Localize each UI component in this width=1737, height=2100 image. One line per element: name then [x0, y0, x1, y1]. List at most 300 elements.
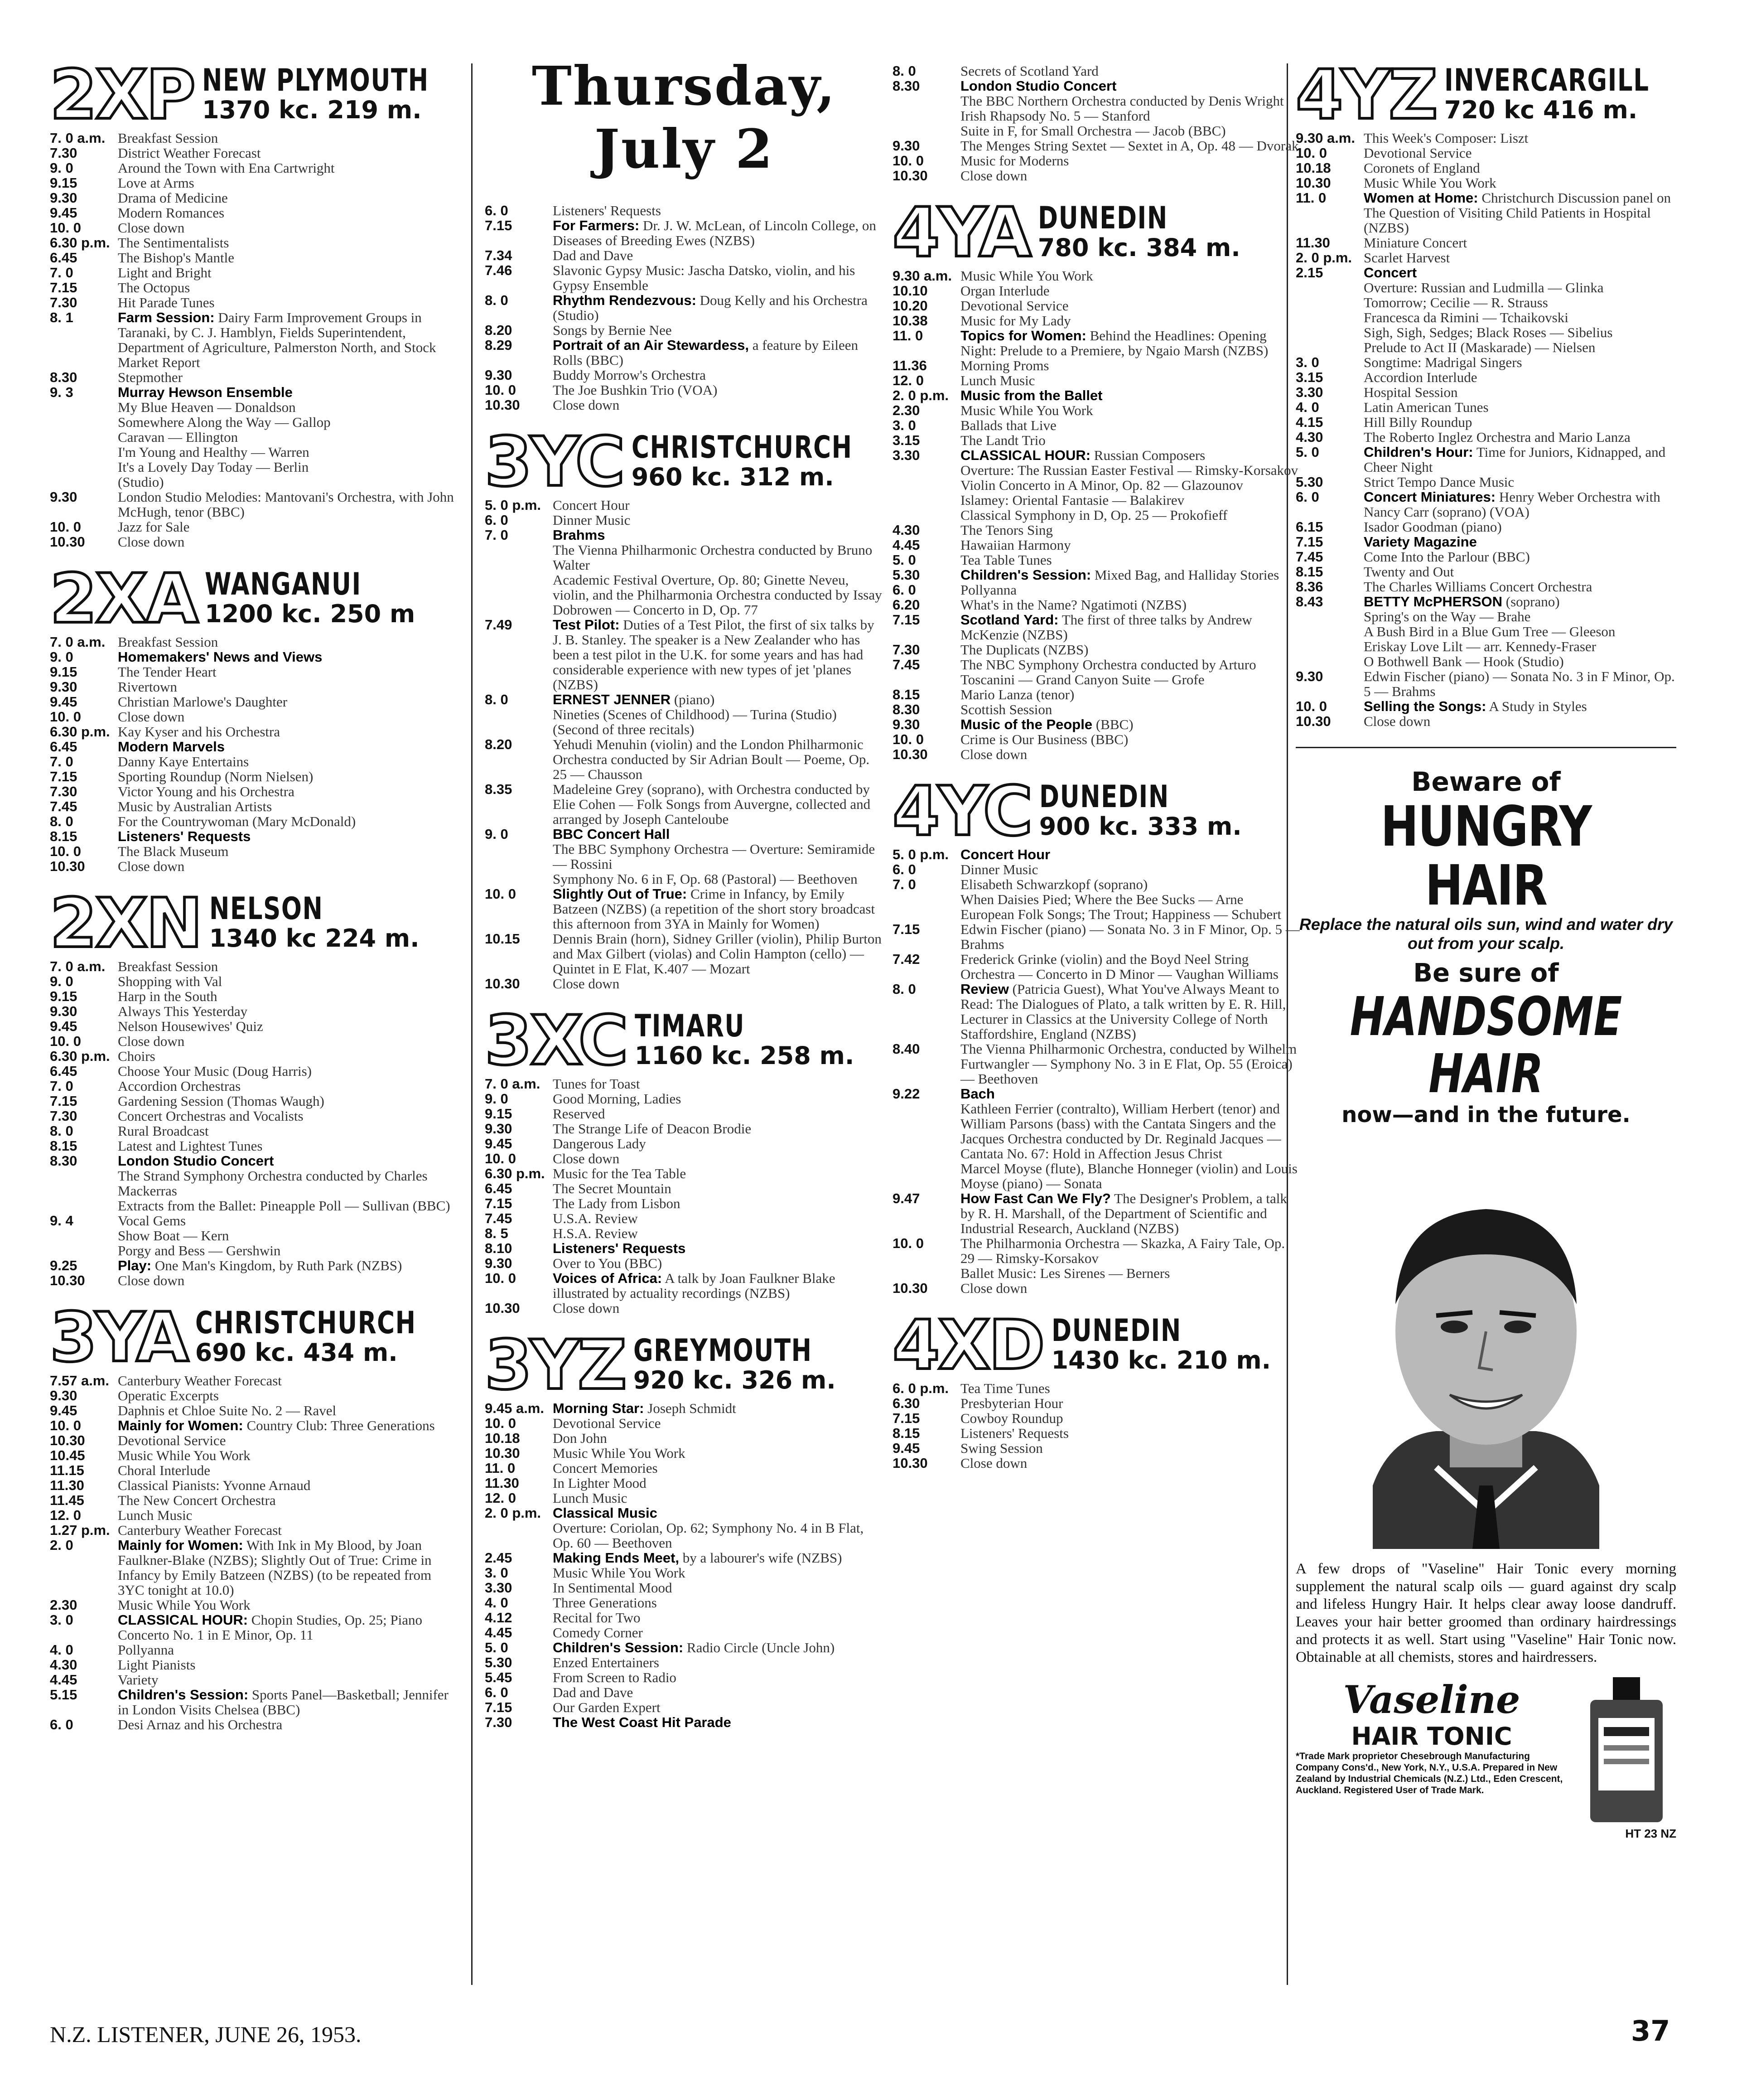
programme-text	[553, 1151, 883, 1166]
programme-time: 5.15	[50, 1687, 77, 1703]
programme-time: 10. 0	[50, 220, 81, 236]
programme-time: 9.30	[50, 679, 77, 695]
programme-time: 9. 0	[50, 973, 73, 989]
programme-time: 10. 0	[485, 382, 516, 398]
programme-time: 7.46	[485, 262, 512, 278]
station-name: DUNEDIN	[1039, 779, 1169, 815]
programme-time	[1296, 325, 1364, 340]
programme-description: My Blue Heaven — Donaldson	[118, 399, 296, 415]
programme-time: 10. 0	[485, 1415, 516, 1431]
programme-description: The Black Museum	[118, 843, 229, 859]
station-block	[50, 884, 458, 1288]
station-block	[893, 194, 1300, 762]
programme-text	[118, 1463, 458, 1478]
programme-title: Voices of Africa:	[553, 1270, 662, 1286]
programme-description: Sporting Roundup (Norm Nielsen)	[118, 769, 314, 784]
programme-time: 5. 0	[893, 552, 916, 568]
programme-title: Children's Session:	[118, 1687, 249, 1703]
programme-time: 5. 0 p.m.	[893, 847, 949, 862]
station-block	[485, 423, 883, 992]
programme-time: 5. 0	[1296, 444, 1319, 460]
programme-item	[50, 175, 458, 190]
programme-title: Classical Music	[553, 1505, 657, 1521]
programme-time: 8.15	[50, 1138, 77, 1154]
programme-text	[553, 1091, 883, 1106]
programme-text	[960, 892, 1300, 907]
programme-description: Close down	[118, 1273, 185, 1288]
programme-item	[893, 153, 1300, 168]
programme-title: Play:	[118, 1258, 152, 1273]
programme-description: Choose Your Music (Doug Harris)	[118, 1063, 312, 1079]
programme-description: With Ink in My Blood, by Joan Faulkner-Blake (NZBS); Slightly Out of True: Crime in Infancy by Emily Batzeen (NZBS) (to be repeated from 3YC tonight at 10.0)	[118, 1537, 432, 1598]
programme-time: 7.30	[50, 784, 77, 799]
programme-text	[118, 160, 458, 175]
programme-list	[485, 203, 883, 412]
programme-time: 10. 0	[50, 519, 81, 535]
programme-text	[960, 268, 1300, 283]
programme-item	[50, 145, 458, 160]
programme-time: 7.45	[50, 798, 77, 814]
programme-text	[553, 1301, 883, 1316]
programme-time: 10. 0	[1296, 145, 1327, 161]
programme-description: Close down	[960, 1455, 1028, 1471]
programme-text	[118, 1064, 458, 1079]
programme-description: Variety	[118, 1672, 159, 1688]
programme-text	[1364, 235, 1676, 250]
programme-description: District Weather Forecast	[118, 145, 261, 161]
programme-description: Close down	[960, 168, 1028, 184]
programme-time: 7. 0 a.m.	[50, 130, 106, 146]
programme-item	[50, 1108, 458, 1123]
programme-time	[50, 1168, 118, 1198]
programme-item	[485, 382, 883, 397]
programme-item	[893, 403, 1300, 418]
programme-description: (Studio)	[118, 474, 164, 490]
programme-description: The Roberto Inglez Orchestra and Mario Lanza	[1364, 429, 1631, 445]
programme-description: Jazz for Sale	[118, 519, 190, 535]
programme-item	[893, 862, 1300, 877]
programme-text	[960, 283, 1300, 298]
programme-description: Twenty and Out	[1364, 564, 1454, 580]
programme-time: 6. 0	[50, 1717, 73, 1732]
programme-item	[893, 1041, 1300, 1086]
programme-text	[118, 1642, 458, 1657]
programme-description: Drama of Medicine	[118, 190, 228, 206]
programme-text	[118, 1403, 458, 1418]
ad-subheading: Replace the natural oils sun, wind and water dry out from your scalp.	[1299, 915, 1673, 953]
programme-description: Miniature Concert	[1364, 235, 1467, 251]
programme-text	[118, 989, 458, 1004]
programme-item	[1296, 445, 1676, 474]
programme-title: Slightly Out of True:	[553, 886, 687, 902]
programme-text	[960, 418, 1300, 433]
programme-time: 9.45	[893, 1440, 920, 1456]
programme-description: What's in the Name? Ngatimoti (NZBS)	[960, 597, 1187, 613]
programme-item	[893, 552, 1300, 567]
programme-time	[893, 108, 960, 123]
programme-description: Somewhere Along the Way — Gallop	[118, 414, 331, 430]
programme-time: 6.45	[50, 250, 77, 266]
programme-text	[118, 1019, 458, 1034]
programme-text	[960, 1396, 1300, 1411]
programme-text	[553, 572, 883, 617]
programme-text	[553, 1211, 883, 1226]
station-callsign: 2XP	[50, 56, 194, 135]
programme-item	[50, 724, 458, 739]
programme-item	[1296, 639, 1676, 654]
programme-text	[1364, 624, 1676, 639]
programme-time: 9.30	[50, 489, 77, 505]
programme-description: Kathleen Ferrier (contralto), William Herbert (tenor) and William Parsons (bass) with the Cantata Singers and the Jacques Orchestra conducted by Dr. Reginald Jacques — Cantata No. 67: Hold in Affection Jesus Christ	[960, 1101, 1281, 1161]
programme-text	[960, 168, 1300, 183]
programme-time: 9.30	[50, 190, 77, 206]
programme-text	[118, 1108, 458, 1123]
programme-item	[50, 799, 458, 814]
programme-item	[1296, 564, 1676, 579]
programme-description: Desi Arnaz and his Orchestra	[118, 1717, 283, 1732]
programme-text	[118, 235, 458, 250]
programme-item	[893, 747, 1300, 762]
ad-body-copy: A few drops of "Vaseline" Hair Tonic every morning supplement the natural scalp oils — guard against dry scalp and lifeless Hungry Hair. It helps clear away loose dandruff. Leaves your hair better groomed than ordinary hairdressings and protects it as well. Start using "Vaseline" Hair Tonic now. Obtainable at all chemists, stores and hairdressers.	[1296, 1561, 1676, 1665]
programme-item	[485, 1416, 883, 1431]
programme-time: 6. 0	[893, 582, 916, 598]
programme-description: Close down	[960, 746, 1028, 762]
programme-title: London Studio Concert	[960, 78, 1117, 94]
programme-description: Listeners' Requests	[553, 203, 661, 218]
programme-time: 8.30	[50, 1153, 77, 1169]
programme-time: 7.30	[50, 295, 77, 310]
programme-item	[485, 1256, 883, 1271]
programme-time: 7.15	[893, 1410, 920, 1426]
programme-description: Devotional Service	[118, 1432, 226, 1448]
programme-text	[960, 1161, 1300, 1191]
programme-list	[893, 1381, 1300, 1471]
programme-time: 3. 0	[1296, 354, 1319, 370]
programme-text	[960, 687, 1300, 702]
programme-item	[893, 1161, 1300, 1191]
programme-item	[50, 220, 458, 235]
programme-item	[50, 430, 458, 445]
programme-time: 11.36	[893, 358, 927, 373]
programme-description: Frederick Grinke (violin) and the Boyd Neel String Orchestra — Concerto in D Minor — Vaughan Williams	[960, 951, 1279, 982]
programme-item	[485, 1166, 883, 1181]
programme-description: Close down	[960, 1280, 1028, 1296]
programme-item	[50, 1034, 458, 1049]
programme-item	[50, 489, 458, 519]
station-block	[485, 1002, 883, 1316]
programme-description: Dennis Brain (horn), Sidney Griller (violin), Philip Burton and Max Gilbert (violas) and Colin Hampton (cello) — Quintet in E Flat, K.407 — Mozart	[553, 931, 882, 977]
programme-description: (piano)	[674, 692, 715, 707]
programme-item	[50, 190, 458, 205]
station-info	[205, 568, 415, 631]
programme-text	[118, 310, 458, 370]
programme-item	[893, 922, 1300, 952]
programme-time	[893, 508, 960, 523]
programme-text	[1364, 355, 1676, 370]
programme-text	[118, 1123, 458, 1138]
programme-item	[1296, 489, 1676, 519]
programme-description: (soprano)	[1505, 594, 1560, 610]
page-title: Thursday, July 2	[531, 54, 837, 180]
programme-time: 3.30	[1296, 384, 1323, 400]
programme-description: I'm Young and Healthy — Warren	[118, 444, 309, 460]
programme-description: European Folk Songs; The Trout; Happiness — Schubert	[960, 906, 1282, 922]
programme-text	[553, 1505, 883, 1520]
programme-time: 4.45	[50, 1672, 77, 1688]
programme-description: Pollyanna	[118, 1642, 174, 1658]
programme-text	[118, 1243, 458, 1258]
programme-time	[485, 842, 553, 871]
programme-time: 9. 0	[485, 826, 508, 842]
programme-item	[50, 534, 458, 549]
programme-item	[893, 982, 1300, 1041]
programme-description: Nelson Housewives' Quiz	[118, 1018, 263, 1034]
programme-description: (Second of three recitals)	[553, 721, 695, 737]
programme-title: Children's Session:	[553, 1640, 684, 1655]
programme-time: 8.15	[893, 1425, 920, 1441]
hair-tonic-bottle-icon	[1577, 1677, 1676, 1827]
programme-item	[485, 1580, 883, 1595]
programme-text	[118, 534, 458, 549]
programme-time: 2.30	[893, 402, 920, 418]
programme-item	[893, 373, 1300, 388]
programme-description: Breakfast Session	[118, 634, 218, 650]
programme-description: In Lighter Mood	[553, 1475, 647, 1491]
programme-item	[893, 1396, 1300, 1411]
programme-time: 10. 0	[893, 153, 924, 169]
programme-title: Mainly for Women:	[118, 1537, 243, 1553]
programme-description: Hospital Session	[1364, 384, 1458, 400]
programme-item	[485, 842, 883, 871]
programme-item	[50, 844, 458, 859]
programme-title: Children's Hour:	[1364, 444, 1473, 460]
programme-time: 9.30 a.m.	[893, 268, 952, 284]
programme-description: Accordion Orchestras	[118, 1078, 241, 1094]
programme-time: 4.30	[1296, 429, 1323, 445]
programme-time: 4.12	[485, 1610, 512, 1626]
programme-text	[118, 145, 458, 160]
programme-item	[485, 1595, 883, 1610]
programme-description: This Week's Composer: Liszt	[1364, 130, 1529, 146]
programme-text	[118, 415, 458, 430]
programme-time: 10.18	[485, 1430, 520, 1446]
programme-description: The New Concert Orchestra	[118, 1492, 276, 1508]
programme-time: 6. 0 p.m.	[893, 1380, 949, 1396]
programme-time: 4.15	[1296, 414, 1323, 430]
programme-time: 11.30	[1296, 235, 1330, 251]
programme-item	[485, 707, 883, 722]
programme-item	[893, 138, 1300, 153]
programme-item	[1296, 699, 1676, 714]
programme-text	[118, 844, 458, 859]
programme-time: 8.43	[1296, 594, 1323, 610]
programme-time: 9.15	[50, 664, 77, 680]
programme-text	[553, 1655, 883, 1670]
programme-description: Music by Australian Artists	[118, 798, 272, 814]
station-callsign: 2XA	[50, 560, 197, 639]
programme-text	[960, 108, 1300, 123]
programme-time: 6.20	[893, 597, 920, 613]
programme-time: 9.25	[50, 1258, 77, 1273]
programme-item	[50, 205, 458, 220]
programme-time: 7.30	[50, 1108, 77, 1124]
programme-text	[960, 298, 1300, 313]
programme-description: Latest and Lightest Tunes	[118, 1138, 263, 1154]
programme-item	[485, 1226, 883, 1241]
programme-text	[960, 63, 1300, 78]
ad-now-and-future: now—and in the future.	[1341, 1102, 1631, 1127]
programme-time: 5.30	[893, 567, 920, 583]
programme-text	[1364, 400, 1676, 415]
programme-text	[1364, 445, 1676, 474]
programme-time: 10.30	[1296, 175, 1331, 191]
programme-text	[118, 664, 458, 679]
programme-text	[960, 747, 1300, 762]
ad-code: HT 23 NZ	[1625, 1827, 1676, 1840]
programme-item	[50, 1064, 458, 1079]
programme-description: Strict Tempo Dance Music	[1364, 474, 1515, 490]
programme-text	[118, 1672, 458, 1687]
programme-item	[893, 463, 1300, 478]
programme-title: Concert Miniatures:	[1364, 489, 1496, 505]
programme-description: The Lady from Lisbon	[553, 1195, 680, 1211]
programme-description: Islamey: Oriental Fantasie — Balakirev	[960, 492, 1185, 508]
station-block	[50, 1298, 458, 1732]
programme-text	[118, 1213, 458, 1228]
programme-text	[118, 799, 458, 814]
programme-time: 3.30	[893, 447, 920, 463]
programme-item	[50, 1523, 458, 1538]
programme-time: 11. 0	[485, 1460, 516, 1476]
programme-description: Music While You Work	[553, 1445, 685, 1461]
programme-text	[960, 982, 1300, 1041]
programme-title: BBC Concert Hall	[553, 826, 670, 842]
programme-description: Accordion Interlude	[1364, 369, 1477, 385]
programme-text	[1364, 474, 1676, 489]
station-info	[1052, 1315, 1271, 1377]
programme-time: 8.30	[893, 702, 920, 717]
programme-item	[893, 478, 1300, 493]
programme-text	[118, 859, 458, 874]
programme-time: 10.30	[50, 1273, 85, 1288]
programme-description: H.S.A. Review	[553, 1225, 638, 1241]
programme-title: Brahms	[553, 527, 605, 543]
programme-time: 6. 0	[485, 512, 508, 528]
programme-time	[893, 123, 960, 138]
programme-time	[50, 474, 118, 489]
programme-time: 8. 5	[485, 1225, 508, 1241]
programme-time: 10. 0	[893, 731, 924, 747]
programme-text	[553, 1416, 883, 1431]
programme-description: Scottish Session	[960, 702, 1052, 717]
programme-time: 10. 0	[50, 1033, 81, 1049]
programme-text	[1364, 160, 1676, 175]
programme-text	[960, 433, 1300, 448]
programme-item	[485, 368, 883, 382]
programme-item	[485, 1446, 883, 1461]
programme-item	[485, 1196, 883, 1211]
programme-text	[960, 657, 1300, 687]
programme-item	[1296, 385, 1676, 400]
programme-text	[1364, 310, 1676, 325]
programme-item	[50, 280, 458, 295]
programme-text	[960, 328, 1300, 358]
programme-title: Music of the People	[960, 716, 1093, 732]
programme-item	[50, 131, 458, 145]
programme-text	[553, 827, 883, 842]
programme-text	[553, 1401, 883, 1416]
programme-time: 9.30	[485, 367, 512, 383]
programme-time: 6.45	[50, 1063, 77, 1079]
programme-description: Yehudi Menuhin (violin) and the London Philharmonic Orchestra conducted by Sir Adrian Boult — Poeme, Op. 25 — Chausson	[553, 736, 870, 782]
programme-description: Close down	[553, 1151, 620, 1166]
programme-text	[553, 1076, 883, 1091]
programme-item	[50, 250, 458, 265]
programme-description: Organ Interlude	[960, 283, 1050, 299]
programme-description: Christian Marlowe's Daughter	[118, 694, 288, 710]
programme-item	[893, 78, 1300, 93]
programme-description: Dr. J. W. McLean, of Lincoln College, on Diseases of Breeding Ewes (NZBS)	[553, 218, 876, 248]
station-callsign: 2XN	[50, 884, 201, 963]
programme-text	[118, 829, 458, 844]
station-info	[202, 64, 493, 127]
programme-item	[50, 385, 458, 400]
programme-item	[893, 732, 1300, 747]
programme-title: For Farmers:	[553, 218, 640, 233]
programme-item	[50, 1094, 458, 1108]
programme-description: A Study in Styles	[1489, 698, 1587, 714]
programme-text	[1364, 340, 1676, 355]
programme-text	[118, 1198, 458, 1213]
programme-text	[118, 694, 458, 709]
programme-text	[1364, 385, 1676, 400]
programme-description: The Strange Life of Deacon Brodie	[553, 1121, 752, 1137]
programme-item	[893, 523, 1300, 537]
station-frequency: 900 kc. 333 m.	[1039, 812, 1242, 841]
programme-item	[50, 709, 458, 724]
programme-description: Chopin Studies, Op. 25; Piano Concerto No. 1 in E Minor, Op. 11	[118, 1612, 422, 1643]
programme-description: Breakfast Session	[118, 130, 218, 146]
programme-item	[485, 1520, 883, 1550]
station-name: DUNEDIN	[1051, 1313, 1182, 1349]
programme-time: 3. 0	[893, 417, 916, 433]
programme-description: Music While You Work	[1364, 175, 1496, 191]
programme-description: Devotional Service	[553, 1415, 661, 1431]
programme-item	[485, 871, 883, 886]
programme-time	[893, 463, 960, 478]
programme-text	[960, 1441, 1300, 1456]
programme-item	[485, 1136, 883, 1151]
programme-time: 11. 0	[1296, 190, 1327, 206]
programme-text	[118, 280, 458, 295]
programme-item	[1296, 145, 1676, 160]
programme-description: The Joe Bushkin Trio (VOA)	[553, 382, 718, 398]
programme-time: 10. 0	[50, 709, 81, 725]
programme-text	[553, 1226, 883, 1241]
programme-item	[50, 1198, 458, 1213]
programme-item	[485, 323, 883, 338]
programme-text	[960, 523, 1300, 537]
programme-time: 3.30	[485, 1580, 512, 1596]
station-name: CHRISTCHURCH	[631, 430, 853, 465]
programme-time: 5.30	[485, 1655, 512, 1670]
programme-description: Close down	[118, 220, 185, 236]
programme-item	[1296, 370, 1676, 385]
programme-description: Operatic Excerpts	[118, 1388, 219, 1403]
programme-time: 10.30	[893, 1455, 928, 1471]
programme-time: 8.35	[485, 781, 512, 797]
programme-item	[1296, 310, 1676, 325]
